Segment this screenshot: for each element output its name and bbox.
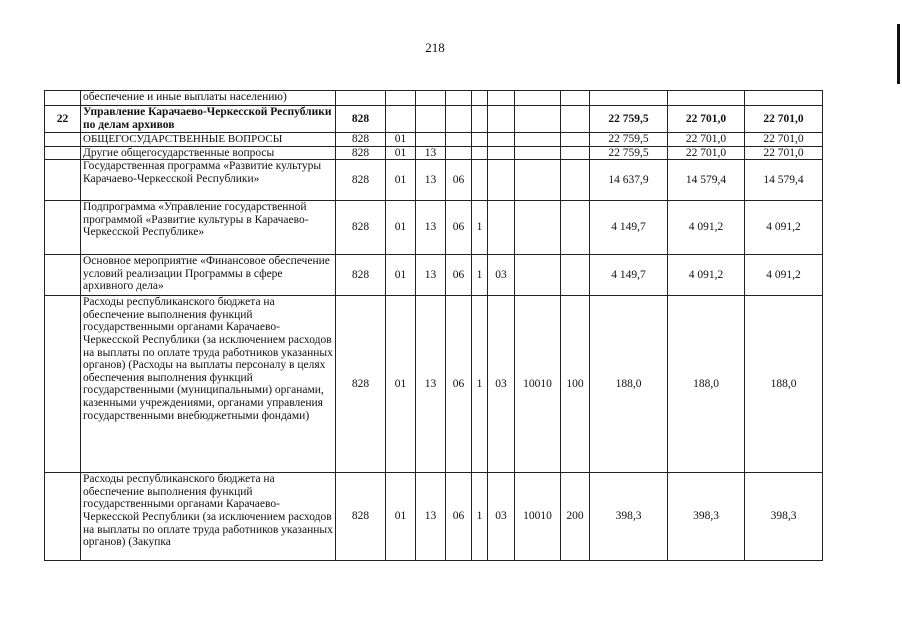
podrazdel-code: [416, 91, 446, 106]
expense-type-code: [561, 255, 590, 296]
expense-type-code: [561, 201, 590, 255]
sum-year-3: 14 579,4: [745, 160, 823, 201]
sum-year-1: 22 759,5: [590, 133, 668, 147]
sum-year-3: 22 701,0: [745, 133, 823, 147]
ved-code: 828: [336, 106, 386, 133]
table-row: [45, 473, 823, 561]
target-code-event: [488, 160, 515, 201]
target-code-program: 06: [446, 201, 472, 255]
row-number: [45, 255, 81, 296]
ved-code: 828: [336, 296, 386, 473]
table-row: [45, 133, 823, 147]
sum-year-1: 22 759,5: [590, 106, 668, 133]
sum-year-3: 398,3: [745, 473, 823, 561]
ved-code: 828: [336, 133, 386, 147]
table-row: [45, 106, 823, 133]
target-code-event: 03: [488, 473, 515, 561]
podrazdel-code: 13: [416, 146, 446, 160]
razdel-code: 01: [386, 473, 416, 561]
razdel-code: 01: [386, 146, 416, 160]
podrazdel-code: 13: [416, 296, 446, 473]
podrazdel-code: 13: [416, 255, 446, 296]
row-number: [45, 201, 81, 255]
razdel-code: 01: [386, 201, 416, 255]
row-name: ОБЩЕГОСУДАРСТВЕННЫЕ ВОПРОСЫ: [81, 133, 336, 147]
sum-year-1: 4 149,7: [590, 201, 668, 255]
podrazdel-code: [416, 106, 446, 133]
target-code-subprogram: [472, 133, 488, 147]
razdel-code: 01: [386, 255, 416, 296]
row-number: [45, 91, 81, 106]
target-code-event: 03: [488, 255, 515, 296]
target-code-direction: [515, 91, 561, 106]
sum-year-1: 14 637,9: [590, 160, 668, 201]
expense-type-code: [561, 106, 590, 133]
podrazdel-code: [416, 133, 446, 147]
budget-table: [44, 90, 823, 561]
sum-year-2: 4 091,2: [668, 201, 745, 255]
table-row: [45, 296, 823, 473]
ved-code: 828: [336, 146, 386, 160]
scan-edge-mark: [897, 24, 900, 84]
row-name: Расходы республиканского бюджета на обеспечение выполнения функций государственными органами Карачаево-Черкесской Республики (за исключением расходов на выплаты по оплате труда работников указанных органов) (Закупка: [81, 473, 336, 561]
target-code-program: [446, 133, 472, 147]
row-number: [45, 296, 81, 473]
target-code-event: [488, 146, 515, 160]
ved-code: 828: [336, 201, 386, 255]
podrazdel-code: 13: [416, 473, 446, 561]
ved-code: [336, 91, 386, 106]
target-code-subprogram: 1: [472, 255, 488, 296]
row-name: Расходы республиканского бюджета на обеспечение выполнения функций государственными органами Карачаево-Черкесской Республики (за исключением расходов на выплаты по оплате труда работников указанных органов) (Расходы на выплаты персоналу в целях обеспечения выполнения функций государственными (муниципальными) органами, казенными учреждениями, органами управления государственными внебюджетными фондами): [81, 296, 336, 473]
expense-type-code: [561, 91, 590, 106]
razdel-code: [386, 91, 416, 106]
page-number: 218: [425, 40, 445, 55]
expense-type-code: [561, 146, 590, 160]
row-name: Государственная программа «Развитие культуры Карачаево-Черкесской Республики»: [81, 160, 336, 201]
expense-type-code: 100: [561, 296, 590, 473]
sum-year-2: 22 701,0: [668, 133, 745, 147]
row-name: Управление Карачаево-Черкесской Республики по делам архивов: [81, 106, 336, 133]
sum-year-3: 22 701,0: [745, 146, 823, 160]
target-code-program: 06: [446, 473, 472, 561]
target-code-direction: [515, 133, 561, 147]
razdel-code: [386, 106, 416, 133]
row-name: обеспечение и иные выплаты населению): [81, 91, 336, 106]
sum-year-1: 398,3: [590, 473, 668, 561]
sum-year-3: 22 701,0: [745, 106, 823, 133]
expense-type-code: [561, 133, 590, 147]
sum-year-2: 188,0: [668, 296, 745, 473]
target-code-event: [488, 91, 515, 106]
target-code-program: [446, 146, 472, 160]
target-code-direction: [515, 160, 561, 201]
sum-year-2: 22 701,0: [668, 106, 745, 133]
sum-year-1: 4 149,7: [590, 255, 668, 296]
sum-year-2: 398,3: [668, 473, 745, 561]
sum-year-3: 188,0: [745, 296, 823, 473]
row-name: Основное мероприятие «Финансовое обеспечение условий реализации Программы в сфере архивного дела»: [81, 255, 336, 296]
expense-type-code: [561, 160, 590, 201]
ved-code: 828: [336, 473, 386, 561]
razdel-code: 01: [386, 160, 416, 201]
target-code-subprogram: [472, 91, 488, 106]
target-code-event: [488, 133, 515, 147]
row-name: Подпрограмма «Управление государственной программой «Развитие культуры в Карачаево-Черкесской Республике»: [81, 201, 336, 255]
ved-code: 828: [336, 160, 386, 201]
row-number: 22: [45, 106, 81, 133]
target-code-program: [446, 106, 472, 133]
row-name: Другие общегосударственные вопросы: [81, 146, 336, 160]
target-code-event: 03: [488, 296, 515, 473]
target-code-program: 06: [446, 296, 472, 473]
table-row: [45, 160, 823, 201]
sum-year-2: 4 091,2: [668, 255, 745, 296]
target-code-subprogram: 1: [472, 201, 488, 255]
row-number: [45, 133, 81, 147]
razdel-code: 01: [386, 296, 416, 473]
target-code-event: [488, 106, 515, 133]
target-code-direction: [515, 255, 561, 296]
target-code-program: 06: [446, 160, 472, 201]
table-body: [45, 91, 823, 561]
razdel-code: 01: [386, 133, 416, 147]
target-code-subprogram: 1: [472, 296, 488, 473]
row-number: [45, 473, 81, 561]
row-number: [45, 160, 81, 201]
target-code-event: [488, 201, 515, 255]
table-row: [45, 255, 823, 296]
sum-year-1: 22 759,5: [590, 146, 668, 160]
sum-year-2: [668, 91, 745, 106]
target-code-program: [446, 91, 472, 106]
target-code-direction: 10010: [515, 296, 561, 473]
target-code-program: 06: [446, 255, 472, 296]
sum-year-2: 14 579,4: [668, 160, 745, 201]
target-code-direction: [515, 146, 561, 160]
target-code-subprogram: [472, 106, 488, 133]
target-code-subprogram: [472, 146, 488, 160]
target-code-subprogram: 1: [472, 473, 488, 561]
sum-year-3: [745, 91, 823, 106]
target-code-direction: [515, 106, 561, 133]
podrazdel-code: 13: [416, 201, 446, 255]
target-code-subprogram: [472, 160, 488, 201]
table-row: [45, 201, 823, 255]
podrazdel-code: 13: [416, 160, 446, 201]
target-code-direction: [515, 201, 561, 255]
table-row: [45, 91, 823, 106]
ved-code: 828: [336, 255, 386, 296]
sum-year-2: 22 701,0: [668, 146, 745, 160]
sum-year-1: 188,0: [590, 296, 668, 473]
row-number: [45, 146, 81, 160]
sum-year-3: 4 091,2: [745, 201, 823, 255]
sum-year-3: 4 091,2: [745, 255, 823, 296]
sum-year-1: [590, 91, 668, 106]
target-code-direction: 10010: [515, 473, 561, 561]
table-row: [45, 146, 823, 160]
expense-type-code: 200: [561, 473, 590, 561]
